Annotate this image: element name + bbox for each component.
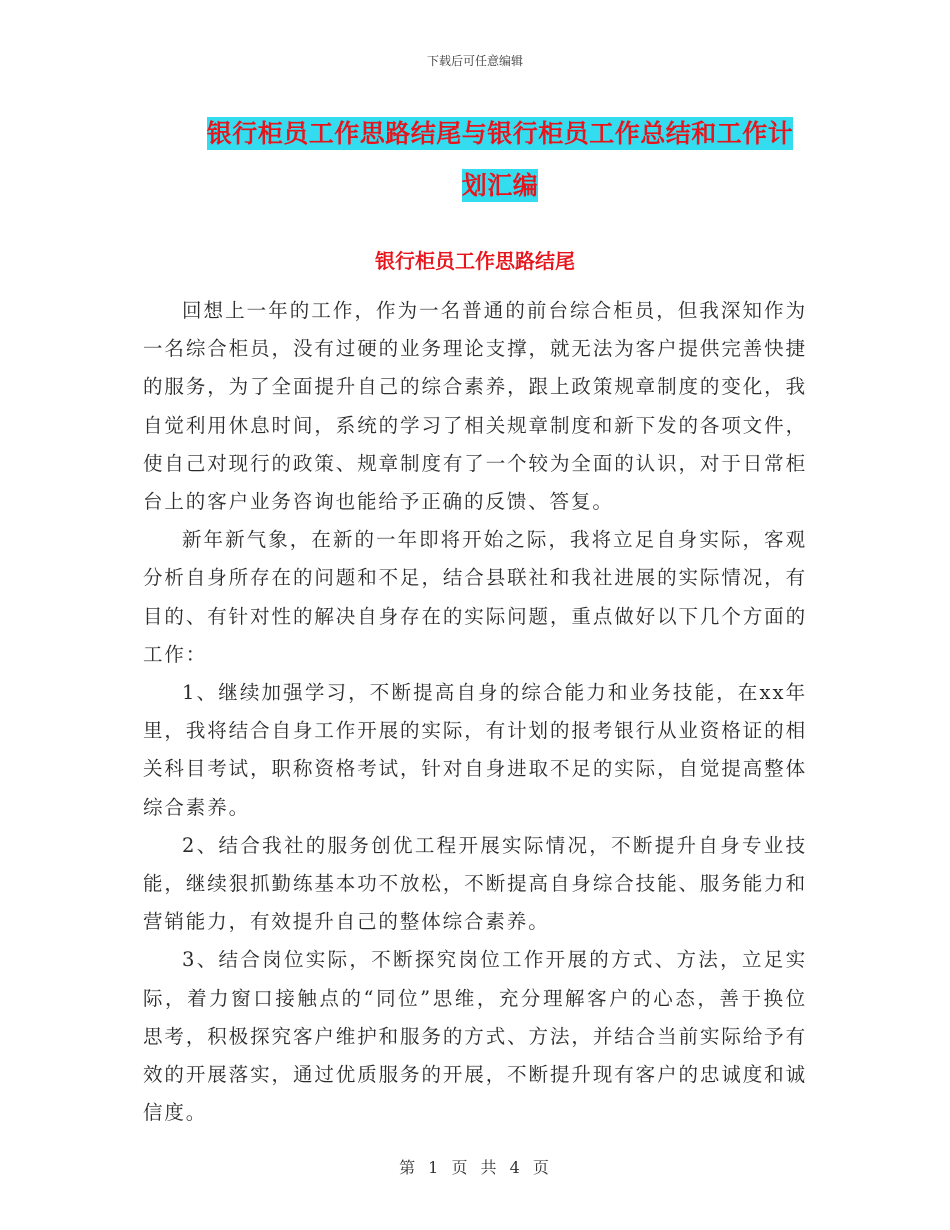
paragraph-item-3: 3、结合岗位实际，不断探究岗位工作开展的方式、方法，立足实际，着力窗口接触点的“同位”思维，充分理解客户的心态，善于换位思考，积极探究客户维护和服务的方式、方法，并结合当前实际给予有效的开展落实，通过优质服务的开展，不断提升现有客户的忠诚度和诚信度。: [143, 948, 807, 1125]
document-title-line-1: 银行柜员工作思路结尾与银行柜员工作总结和工作计: [206, 119, 794, 148]
section-title: 银行柜员工作思路结尾: [375, 249, 575, 273]
paragraph-item-1: 1、继续加强学习，不断提高自身的综合能力和业务技能，在xx年里，我将结合自身工作开展的实际，有计划的报考银行从业资格证的相关科目考试，职称资格考试，针对自身进取不足的实际，自觉提高整体综合素养。: [143, 681, 807, 819]
document-title-line-2: 划汇编: [461, 171, 539, 200]
page-number: 第 1 页 共 4 页: [399, 1158, 551, 1177]
paragraph-intro: 回想上一年的工作，作为一名普通的前台综合柜员，但我深知作为一名综合柜员，没有过硬的业务理论支撑，就无法为客户提供完善快捷的服务，为了全面提升自己的综合素养，跟上政策规章制度的变化，我自觉利用休息时间，系统的学习了相关规章制度和新下发的各项文件，使自己对现行的政策、规章制度有了一个较为全面的认识，对于日常柜台上的客户业务咨询也能给予正确的反馈、答复。: [143, 299, 807, 514]
paragraph-item-2: 2、结合我社的服务创优工程开展实际情况，不断提升自身专业技能，继续狠抓勤练基本功不放松，不断提高自身综合技能、服务能力和营销能力，有效提升自己的整体综合素养。: [143, 833, 807, 934]
paragraph-new-year: 新年新气象，在新的一年即将开始之际，我将立足自身实际，客观分析自身所存在的问题和不足，结合县联社和我社进展的实际情况，有目的、有针对性的解决自身存在的实际问题，重点做好以下几个方面的工作：: [143, 528, 807, 666]
document-body: [143, 292, 807, 1132]
page-header: 下载后可任意编辑: [426, 54, 523, 68]
document-title: [150, 108, 850, 212]
